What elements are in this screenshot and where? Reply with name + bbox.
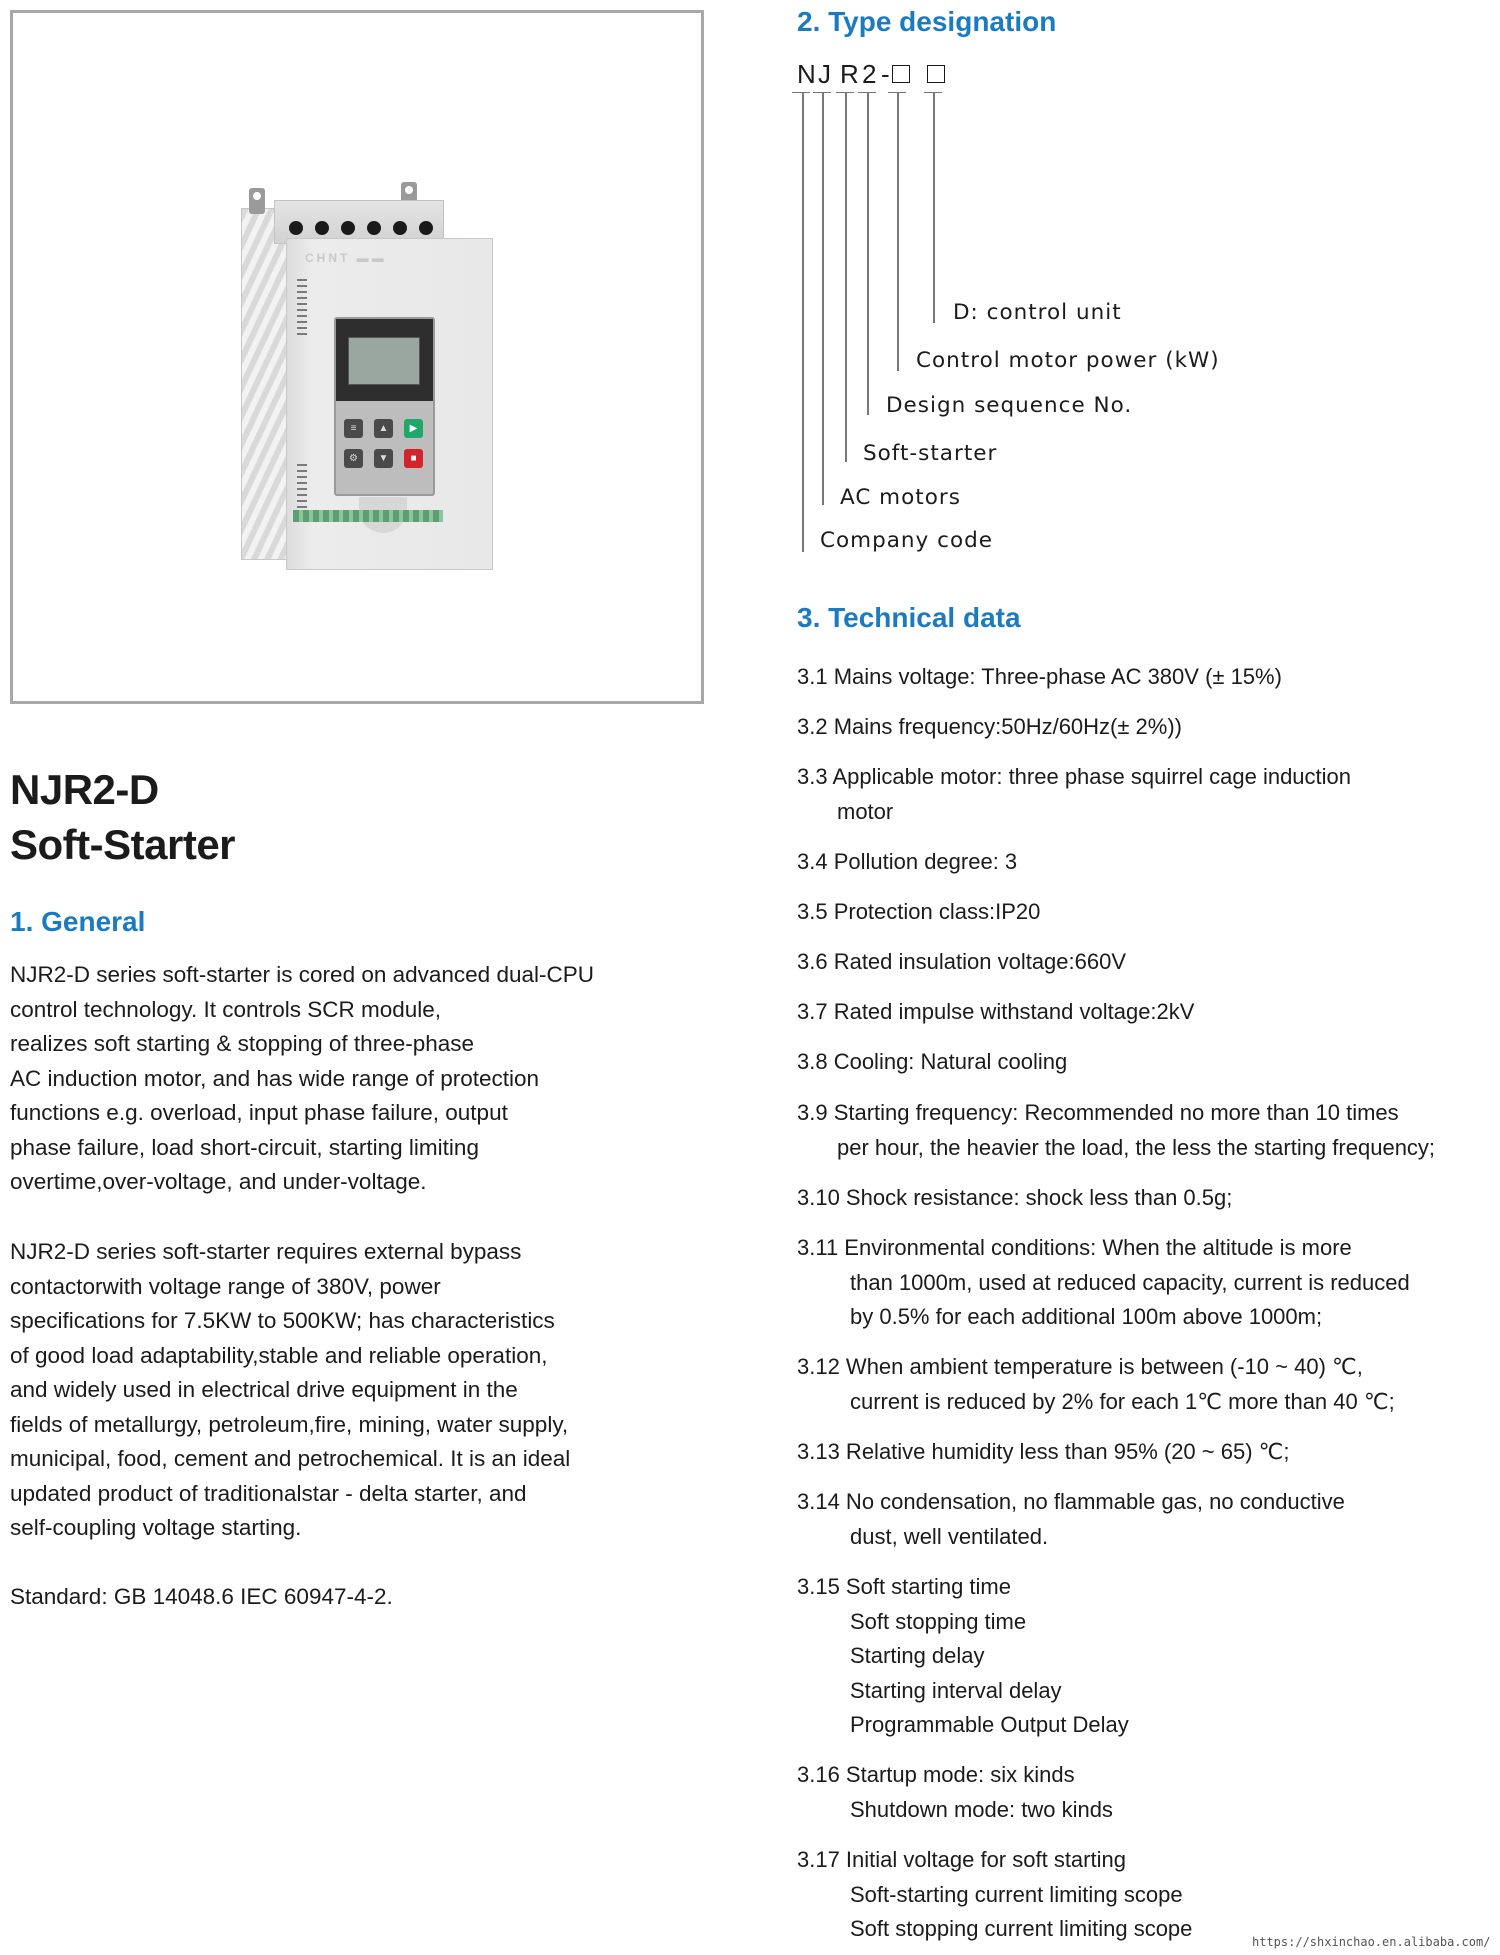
spec-item: 3.5 Protection class:IP20 xyxy=(797,899,1041,924)
placeholder-box-power xyxy=(892,65,910,83)
spec-item: 3.8 Cooling: Natural cooling xyxy=(797,1049,1068,1074)
run-key-icon: ▶ xyxy=(404,419,423,438)
code-char-2: 2 xyxy=(862,59,877,89)
general-paragraph-1: NJR2-D series soft-starter is cored on advanced dual-CPU control technology. It controls SCR module, realizes soft starting & stopping of three-phase AC induction motor, and has wide range of protection functions e.g. overload, input phase failure, output phase failure, load short-circuit, starting limiting overtime,over-voltage, and under-voltage. xyxy=(10,962,594,1194)
spec-item: 3.6 Rated insulation voltage:660V xyxy=(797,949,1127,974)
designation-label-motor-power: Control motor power (kW) xyxy=(916,348,1220,373)
designation-label-control-unit: D: control unit xyxy=(953,300,1122,325)
spec-item: 3.15 Soft starting time Soft stopping time Starting delay Starting interval delay Programmable Output Delay xyxy=(797,1574,1129,1737)
technical-data-heading: 3. Technical data xyxy=(797,602,1021,633)
designation-label-ac-motors: AC motors xyxy=(840,485,961,510)
code-char-j: J xyxy=(818,59,831,89)
down-arrow-icon: ▼ xyxy=(374,449,393,468)
vent-slots xyxy=(297,279,307,339)
designation-label-design-sequence: Design sequence No. xyxy=(886,393,1133,418)
spec-item: 3.10 Shock resistance: shock less than 0.5g; xyxy=(797,1185,1233,1210)
standard-text: Standard: GB 14048.6 IEC 60947-4-2. xyxy=(10,1584,393,1609)
spec-item: 3.17 Initial voltage for soft starting Soft-starting current limiting scope Soft stopping current limiting scope xyxy=(797,1847,1193,1941)
set-key-icon: ⚙ xyxy=(344,449,363,468)
spec-item: 3.13 Relative humidity less than 95% (20 ~ 65) ℃; xyxy=(797,1439,1290,1464)
spec-item: 3.16 Startup mode: six kinds Shutdown mode: two kinds xyxy=(797,1762,1113,1822)
type-designation-heading: 2. Type designation xyxy=(797,6,1057,37)
control-panel xyxy=(334,317,435,496)
code-char-r: R xyxy=(840,59,859,89)
spec-item: 3.4 Pollution degree: 3 xyxy=(797,849,1018,874)
code-char-n: N xyxy=(797,59,816,89)
up-arrow-icon: ▲ xyxy=(374,419,393,438)
product-image-frame xyxy=(10,10,704,704)
brand-logo: CHNT ▬▬ xyxy=(305,251,387,265)
designation-label-soft-starter: Soft-starter xyxy=(863,441,998,466)
spec-item: 3.12 When ambient temperature is between (-10 ~ 40) ℃, current is reduced by 2% for each 1℃ more than 40 ℃; xyxy=(797,1354,1395,1414)
source-url[interactable]: https://shxinchao.en.alibaba.com/ xyxy=(1252,1935,1491,1949)
designation-label-company-code: Company code xyxy=(820,528,993,553)
spec-item: 3.14 No condensation, no flammable gas, no conductive dust, well ventilated. xyxy=(797,1489,1345,1549)
spec-item: 3.3 Applicable motor: three phase squirrel cage induction motor xyxy=(797,764,1352,824)
mounting-bracket xyxy=(249,188,265,214)
page-title xyxy=(10,762,235,872)
spec-item: 3.11 Environmental conditions: When the altitude is more than 1000m, used at reduced capacity, current is reduced by 0.5% for each additional 100m above 1000m; xyxy=(797,1235,1410,1329)
menu-key-icon: ≡ xyxy=(344,419,363,438)
lcd-display xyxy=(348,337,420,385)
code-char-dash: - xyxy=(881,59,890,89)
placeholder-box-unit xyxy=(927,65,945,83)
spec-item: 3.1 Mains voltage: Three-phase AC 380V (± 15%) xyxy=(797,664,1282,689)
title-model: NJR2-D xyxy=(10,766,159,813)
control-terminals xyxy=(293,510,443,522)
title-product: Soft-Starter xyxy=(10,821,236,868)
general-heading: 1. General xyxy=(10,906,146,937)
stop-key-icon: ■ xyxy=(404,449,423,468)
spec-item: 3.2 Mains frequency:50Hz/60Hz(± 2%)) xyxy=(797,714,1183,739)
general-paragraph-2: NJR2-D series soft-starter requires external bypass contactorwith voltage range of 380V, power specifications for 7.5KW to 500KW; has characteristics of good load adaptability,stable and reliable operation, and widely used in electrical drive equipment in the fields of metallurgy, petroleum,fire, mining, water supply, municipal, food, cement and petrochemical. It is an ideal updated product of traditionalstar - delta starter, and self-coupling voltage starting. xyxy=(10,1239,571,1540)
spec-item: 3.7 Rated impulse withstand voltage:2kV xyxy=(797,999,1195,1024)
spec-item: 3.9 Starting frequency: Recommended no more than 10 times per hour, the heavier the load, the less the starting frequency; xyxy=(797,1100,1436,1160)
product-image xyxy=(241,188,491,568)
